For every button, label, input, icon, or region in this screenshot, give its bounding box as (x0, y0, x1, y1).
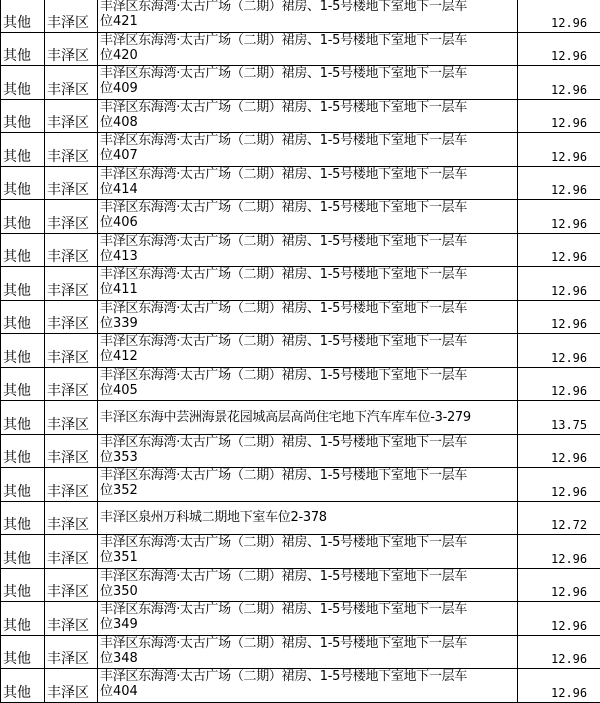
address-line-2: 位407 (100, 148, 517, 163)
district-cell[interactable]: 丰泽区 (45, 401, 98, 435)
address-line-2: 位339 (100, 316, 517, 331)
area-cell[interactable]: 12.96 (518, 669, 600, 703)
table-row (1, 0, 600, 32)
type-cell[interactable]: 其他 (1, 669, 45, 703)
address-line-1: 丰泽区东海湾·太古广场（二期）裙房、1-5号楼地下室地下一层车 (100, 435, 517, 450)
address-cell[interactable] (98, 535, 518, 569)
table-row (1, 535, 600, 569)
district-cell[interactable]: 丰泽区 (45, 434, 98, 468)
table-row (1, 300, 600, 334)
address-line-1: 丰泽区东海湾·太古广场（二期）裙房、1-5号楼地下室地下一层车 (100, 167, 517, 182)
address-cell[interactable] (98, 602, 518, 636)
table-row (1, 568, 600, 602)
address-line-2: 位348 (100, 651, 517, 666)
district-cell[interactable]: 丰泽区 (45, 267, 98, 301)
address-cell[interactable] (98, 166, 518, 200)
type-cell[interactable]: 其他 (1, 166, 45, 200)
type-cell[interactable]: 其他 (1, 468, 45, 502)
area-cell[interactable]: 12.96 (518, 367, 600, 401)
district-cell[interactable]: 丰泽区 (45, 602, 98, 636)
area-cell[interactable]: 12.96 (518, 568, 600, 602)
table-row (1, 468, 600, 502)
address-line-1: 丰泽区泉州万科城二期地下室车位2-378 (100, 510, 517, 525)
type-cell[interactable]: 其他 (1, 300, 45, 334)
area-cell[interactable]: 12.96 (518, 0, 600, 32)
address-line-2: 位414 (100, 182, 517, 197)
district-cell[interactable]: 丰泽区 (45, 133, 98, 167)
address-line-1: 丰泽区东海湾·太古广场（二期）裙房、1-5号楼地下室地下一层车 (100, 301, 517, 316)
address-line-1: 丰泽区东海湾·太古广场（二期）裙房、1-5号楼地下室地下一层车 (100, 334, 517, 349)
area-cell[interactable]: 12.96 (518, 32, 600, 66)
address-cell[interactable] (98, 99, 518, 133)
area-cell[interactable]: 12.96 (518, 334, 600, 368)
area-cell[interactable]: 12.96 (518, 635, 600, 669)
table-row (1, 166, 600, 200)
address-cell[interactable] (98, 367, 518, 401)
address-cell[interactable] (98, 669, 518, 703)
type-cell[interactable]: 其他 (1, 133, 45, 167)
address-line-1: 丰泽区东海湾·太古广场（二期）裙房、1-5号楼地下室地下一层车 (100, 33, 517, 48)
table-row (1, 401, 600, 435)
address-cell[interactable] (98, 32, 518, 66)
type-cell[interactable]: 其他 (1, 602, 45, 636)
type-cell[interactable]: 其他 (1, 32, 45, 66)
district-cell[interactable]: 丰泽区 (45, 166, 98, 200)
district-cell[interactable]: 丰泽区 (45, 468, 98, 502)
address-line-2: 位412 (100, 349, 517, 364)
area-cell[interactable]: 12.96 (518, 434, 600, 468)
table-row (1, 66, 600, 100)
address-line-1: 丰泽区东海湾·太古广场（二期）裙房、1-5号楼地下室地下一层车 (100, 368, 517, 383)
table-row (1, 367, 600, 401)
district-cell[interactable]: 丰泽区 (45, 200, 98, 234)
area-cell[interactable]: 12.96 (518, 166, 600, 200)
table-row (1, 99, 600, 133)
address-cell[interactable] (98, 0, 518, 32)
table-row (1, 200, 600, 234)
address-line-2: 位353 (100, 450, 517, 465)
type-cell[interactable]: 其他 (1, 334, 45, 368)
table-row (1, 501, 600, 535)
address-line-1: 丰泽区东海湾·太古广场（二期）裙房、1-5号楼地下室地下一层车 (100, 602, 517, 617)
address-cell[interactable] (98, 267, 518, 301)
address-line-1: 丰泽区东海中芸洲海景花园城高层高尚住宅地下汽车库车位-3-279 (100, 410, 517, 425)
table-row (1, 133, 600, 167)
address-cell[interactable] (98, 635, 518, 669)
area-cell[interactable]: 12.96 (518, 300, 600, 334)
address-cell[interactable] (98, 66, 518, 100)
address-line-2: 位421 (100, 14, 517, 29)
district-cell[interactable]: 丰泽区 (45, 501, 98, 535)
type-cell[interactable]: 其他 (1, 401, 45, 435)
district-cell[interactable]: 丰泽区 (45, 568, 98, 602)
address-line-2: 位408 (100, 115, 517, 130)
type-cell[interactable]: 其他 (1, 434, 45, 468)
area-cell[interactable]: 12.96 (518, 133, 600, 167)
address-cell[interactable] (98, 334, 518, 368)
address-line-1: 丰泽区东海湾·太古广场（二期）裙房、1-5号楼地下室地下一层车 (100, 468, 517, 483)
address-line-1: 丰泽区东海湾·太古广场（二期）裙房、1-5号楼地下室地下一层车 (100, 100, 517, 115)
address-line-1: 丰泽区东海湾·太古广场（二期）裙房、1-5号楼地下室地下一层车 (100, 133, 517, 148)
table-row (1, 334, 600, 368)
type-cell[interactable]: 其他 (1, 66, 45, 100)
address-cell[interactable] (98, 568, 518, 602)
address-line-1: 丰泽区东海湾·太古广场（二期）裙房、1-5号楼地下室地下一层车 (100, 200, 517, 215)
district-cell[interactable]: 丰泽区 (45, 0, 98, 32)
table-body (1, 0, 600, 702)
district-cell[interactable]: 丰泽区 (45, 367, 98, 401)
address-line-2: 位351 (100, 550, 517, 565)
address-line-1: 丰泽区东海湾·太古广场（二期）裙房、1-5号楼地下室地下一层车 (100, 669, 517, 684)
address-line-2: 位411 (100, 282, 517, 297)
table-row (1, 267, 600, 301)
type-cell[interactable]: 其他 (1, 233, 45, 267)
table-row (1, 32, 600, 66)
district-cell[interactable]: 丰泽区 (45, 334, 98, 368)
address-line-2: 位350 (100, 584, 517, 599)
address-line-1: 丰泽区东海湾·太古广场（二期）裙房、1-5号楼地下室地下一层车 (100, 569, 517, 584)
address-line-1: 丰泽区东海湾·太古广场（二期）裙房、1-5号楼地下室地下一层车 (100, 535, 517, 550)
area-cell[interactable]: 12.96 (518, 233, 600, 267)
address-line-2: 位406 (100, 215, 517, 230)
address-cell[interactable] (98, 233, 518, 267)
address-cell[interactable] (98, 434, 518, 468)
area-cell[interactable]: 12.96 (518, 468, 600, 502)
address-line-2: 位349 (100, 617, 517, 632)
address-cell[interactable] (98, 200, 518, 234)
type-cell[interactable]: 其他 (1, 568, 45, 602)
area-cell[interactable]: 13.75 (518, 401, 600, 435)
area-cell[interactable]: 12.96 (518, 99, 600, 133)
area-cell[interactable]: 12.96 (518, 66, 600, 100)
type-cell[interactable]: 其他 (1, 200, 45, 234)
type-cell[interactable]: 其他 (1, 99, 45, 133)
district-cell[interactable]: 丰泽区 (45, 233, 98, 267)
address-line-1: 丰泽区东海湾·太古广场（二期）裙房、1-5号楼地下室地下一层车 (100, 234, 517, 249)
table-row (1, 635, 600, 669)
table-row (1, 233, 600, 267)
district-cell[interactable]: 丰泽区 (45, 99, 98, 133)
address-line-1: 丰泽区东海湾·太古广场（二期）裙房、1-5号楼地下室地下一层车 (100, 0, 517, 14)
address-cell[interactable] (98, 133, 518, 167)
type-cell[interactable]: 其他 (1, 367, 45, 401)
address-cell[interactable] (98, 501, 518, 535)
type-cell[interactable]: 其他 (1, 267, 45, 301)
district-cell[interactable]: 丰泽区 (45, 535, 98, 569)
table-row (1, 434, 600, 468)
address-line-2: 位420 (100, 48, 517, 63)
district-cell[interactable]: 丰泽区 (45, 66, 98, 100)
district-cell[interactable]: 丰泽区 (45, 300, 98, 334)
address-line-1: 丰泽区东海湾·太古广场（二期）裙房、1-5号楼地下室地下一层车 (100, 66, 517, 81)
district-cell[interactable]: 丰泽区 (45, 635, 98, 669)
address-line-2: 位405 (100, 383, 517, 398)
address-line-2: 位409 (100, 81, 517, 96)
area-cell[interactable]: 12.96 (518, 200, 600, 234)
type-cell[interactable]: 其他 (1, 0, 45, 32)
address-line-1: 丰泽区东海湾·太古广场（二期）裙房、1-5号楼地下室地下一层车 (100, 267, 517, 282)
area-cell[interactable]: 12.72 (518, 501, 600, 535)
address-cell[interactable] (98, 401, 518, 435)
type-cell[interactable]: 其他 (1, 501, 45, 535)
address-cell[interactable] (98, 468, 518, 502)
type-cell[interactable]: 其他 (1, 635, 45, 669)
address-line-1: 丰泽区东海湾·太古广场（二期）裙房、1-5号楼地下室地下一层车 (100, 636, 517, 651)
area-cell[interactable]: 12.96 (518, 602, 600, 636)
table-row (1, 669, 600, 703)
district-cell[interactable]: 丰泽区 (45, 32, 98, 66)
area-cell[interactable]: 12.96 (518, 535, 600, 569)
address-line-2: 位352 (100, 483, 517, 498)
address-line-2: 位404 (100, 684, 517, 699)
address-cell[interactable] (98, 300, 518, 334)
type-cell[interactable]: 其他 (1, 535, 45, 569)
address-line-2: 位413 (100, 249, 517, 264)
area-cell[interactable]: 12.96 (518, 267, 600, 301)
table-row (1, 602, 600, 636)
district-cell[interactable]: 丰泽区 (45, 669, 98, 703)
